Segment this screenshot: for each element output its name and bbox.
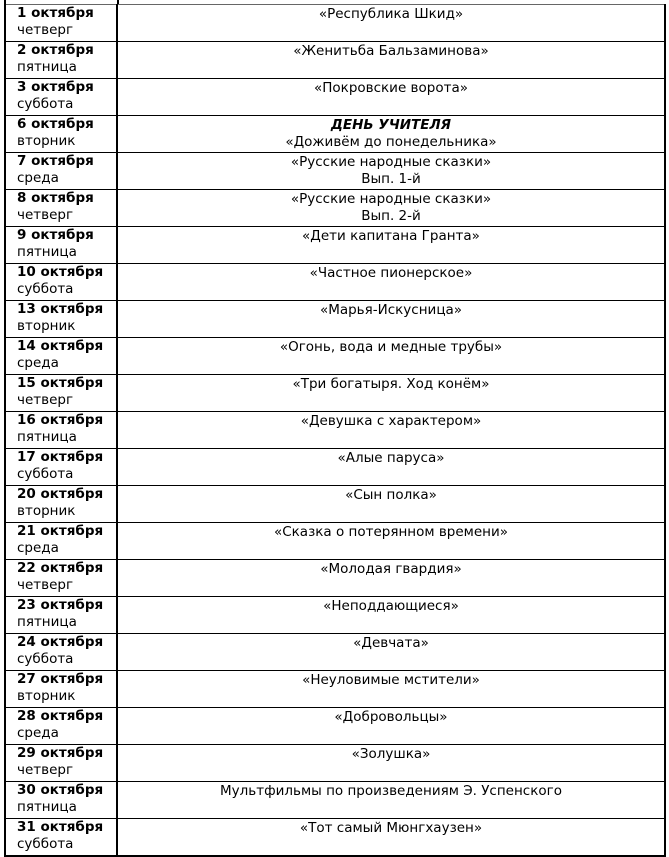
date-cell bbox=[5, 42, 117, 79]
date-cell bbox=[5, 5, 117, 42]
schedule-row bbox=[5, 301, 665, 338]
film-cell bbox=[117, 190, 665, 227]
date-label: 7 октября bbox=[17, 153, 94, 169]
film-cell bbox=[117, 5, 665, 42]
film-title: «Покровские ворота» bbox=[314, 80, 468, 96]
schedule-row bbox=[5, 671, 665, 708]
film-cell bbox=[117, 486, 665, 523]
film-title: «Марья-Искусница» bbox=[319, 302, 463, 318]
date-cell bbox=[5, 449, 117, 486]
weekday-label: четверг bbox=[17, 392, 74, 408]
weekday-label: вторник bbox=[17, 318, 76, 334]
date-label: 16 октября bbox=[17, 412, 104, 428]
film-cell bbox=[117, 782, 665, 819]
schedule-row bbox=[5, 375, 665, 412]
date-label: 1 октября bbox=[17, 5, 94, 21]
film-subtitle: Вып. 1-й bbox=[361, 171, 421, 187]
date-label: 23 октября bbox=[17, 597, 104, 613]
date-label: 10 октября bbox=[17, 264, 104, 280]
schedule-body bbox=[5, 5, 665, 857]
date-label: 29 октября bbox=[17, 745, 104, 761]
film-title: «Русские народные сказки» bbox=[290, 154, 492, 170]
film-title: «Молодая гвардия» bbox=[320, 561, 462, 577]
film-title: «Доживём до понедельника» bbox=[285, 134, 497, 150]
schedule-row bbox=[5, 412, 665, 449]
date-label: 30 октября bbox=[17, 782, 104, 798]
film-title: «Добровольцы» bbox=[334, 709, 448, 725]
date-label: 17 октября bbox=[17, 449, 104, 465]
schedule-row bbox=[5, 782, 665, 819]
film-title: «Золушка» bbox=[351, 746, 431, 762]
film-cell bbox=[117, 264, 665, 301]
date-label: 27 октября bbox=[17, 671, 104, 687]
film-cell bbox=[117, 745, 665, 782]
weekday-label: среда bbox=[17, 355, 59, 371]
film-title: «Сказка о потерянном времени» bbox=[273, 524, 509, 540]
weekday-label: вторник bbox=[17, 133, 76, 149]
weekday-label: среда bbox=[17, 540, 59, 556]
film-title: Мультфильмы по произведениям Э. Успенского bbox=[219, 783, 562, 799]
weekday-label: суббота bbox=[17, 836, 74, 852]
film-cell bbox=[117, 227, 665, 264]
schedule-row bbox=[5, 634, 665, 671]
schedule-row bbox=[5, 338, 665, 375]
weekday-label: пятница bbox=[17, 614, 77, 630]
film-title: «Три богатыря. Ход конём» bbox=[292, 376, 490, 392]
film-cell bbox=[117, 523, 665, 560]
date-cell bbox=[5, 116, 117, 153]
weekday-label: четверг bbox=[17, 762, 74, 778]
film-cell bbox=[117, 301, 665, 338]
film-schedule-table bbox=[4, 4, 666, 857]
date-label: 24 октября bbox=[17, 634, 104, 650]
date-label: 13 октября bbox=[17, 301, 104, 317]
film-title: «Огонь, вода и медные трубы» bbox=[279, 339, 503, 355]
date-label: 31 октября bbox=[17, 819, 104, 835]
date-label: 14 октября bbox=[17, 338, 104, 354]
schedule-row bbox=[5, 227, 665, 264]
film-cell bbox=[117, 412, 665, 449]
date-label: 22 октября bbox=[17, 560, 104, 576]
weekday-label: вторник bbox=[17, 503, 76, 519]
holiday-title: ДЕНЬ УЧИТЕЛЯ bbox=[330, 117, 452, 133]
film-cell bbox=[117, 708, 665, 745]
date-label: 6 октября bbox=[17, 116, 94, 132]
weekday-label: вторник bbox=[17, 688, 76, 704]
film-cell bbox=[117, 375, 665, 412]
date-cell bbox=[5, 523, 117, 560]
weekday-label: пятница bbox=[17, 244, 77, 260]
date-label: 9 октября bbox=[17, 227, 94, 243]
schedule-row bbox=[5, 560, 665, 597]
schedule-row bbox=[5, 819, 665, 857]
date-label: 2 октября bbox=[17, 42, 94, 58]
date-cell bbox=[5, 412, 117, 449]
date-cell bbox=[5, 782, 117, 819]
date-cell bbox=[5, 338, 117, 375]
date-cell bbox=[5, 597, 117, 634]
weekday-label: пятница bbox=[17, 59, 77, 75]
date-cell bbox=[5, 745, 117, 782]
date-cell bbox=[5, 153, 117, 190]
date-cell bbox=[5, 560, 117, 597]
schedule-row bbox=[5, 597, 665, 634]
schedule-row bbox=[5, 745, 665, 782]
date-cell bbox=[5, 634, 117, 671]
film-title: «Республика Шкид» bbox=[318, 6, 464, 22]
schedule-row bbox=[5, 116, 665, 153]
film-title: «Неуловимые мстители» bbox=[302, 672, 480, 688]
date-label: 15 октября bbox=[17, 375, 104, 391]
film-title: «Женитьба Бальзаминова» bbox=[293, 43, 489, 59]
schedule-row bbox=[5, 42, 665, 79]
weekday-label: среда bbox=[17, 725, 59, 741]
schedule-row bbox=[5, 486, 665, 523]
film-title: «Сын полка» bbox=[345, 487, 437, 503]
date-label: 20 октября bbox=[17, 486, 104, 502]
film-cell bbox=[117, 634, 665, 671]
date-cell bbox=[5, 227, 117, 264]
schedule-row bbox=[5, 449, 665, 486]
weekday-label: суббота bbox=[17, 651, 74, 667]
schedule-row bbox=[5, 708, 665, 745]
film-title: «Дети капитана Гранта» bbox=[302, 228, 480, 244]
film-title: «Русские народные сказки» bbox=[290, 191, 492, 207]
film-subtitle: Вып. 2-й bbox=[361, 208, 421, 224]
film-cell bbox=[117, 338, 665, 375]
film-title: «Частное пионерское» bbox=[309, 265, 473, 281]
date-label: 3 октября bbox=[17, 79, 94, 95]
film-title: «Неподдающиеся» bbox=[323, 598, 459, 614]
date-cell bbox=[5, 819, 117, 857]
weekday-label: четверг bbox=[17, 577, 74, 593]
film-title: «Тот самый Мюнгхаузен» bbox=[299, 820, 483, 836]
date-cell bbox=[5, 264, 117, 301]
weekday-label: суббота bbox=[17, 466, 74, 482]
film-cell bbox=[117, 671, 665, 708]
film-cell bbox=[117, 116, 665, 153]
date-cell bbox=[5, 79, 117, 116]
weekday-label: пятница bbox=[17, 799, 77, 815]
date-label: 28 октября bbox=[17, 708, 104, 724]
date-cell bbox=[5, 190, 117, 227]
film-cell bbox=[117, 560, 665, 597]
weekday-label: суббота bbox=[17, 96, 74, 112]
weekday-label: четверг bbox=[17, 22, 74, 38]
weekday-label: среда bbox=[17, 170, 59, 186]
film-cell bbox=[117, 42, 665, 79]
film-cell bbox=[117, 153, 665, 190]
date-cell bbox=[5, 375, 117, 412]
film-cell bbox=[117, 819, 665, 857]
date-cell bbox=[5, 301, 117, 338]
weekday-label: пятница bbox=[17, 429, 77, 445]
date-label: 21 октября bbox=[17, 523, 104, 539]
date-cell bbox=[5, 708, 117, 745]
film-title: «Алые паруса» bbox=[337, 450, 445, 466]
schedule-row bbox=[5, 264, 665, 301]
schedule-row bbox=[5, 153, 665, 190]
schedule-row bbox=[5, 523, 665, 560]
date-label: 8 октября bbox=[17, 190, 94, 206]
date-cell bbox=[5, 486, 117, 523]
schedule-row bbox=[5, 5, 665, 42]
film-title: «Девчата» bbox=[353, 635, 429, 651]
film-cell bbox=[117, 597, 665, 634]
schedule-row bbox=[5, 79, 665, 116]
date-cell bbox=[5, 671, 117, 708]
schedule-row bbox=[5, 190, 665, 227]
weekday-label: суббота bbox=[17, 281, 74, 297]
film-title: «Девушка с характером» bbox=[300, 413, 482, 429]
film-cell bbox=[117, 449, 665, 486]
film-cell bbox=[117, 79, 665, 116]
weekday-label: четверг bbox=[17, 207, 74, 223]
